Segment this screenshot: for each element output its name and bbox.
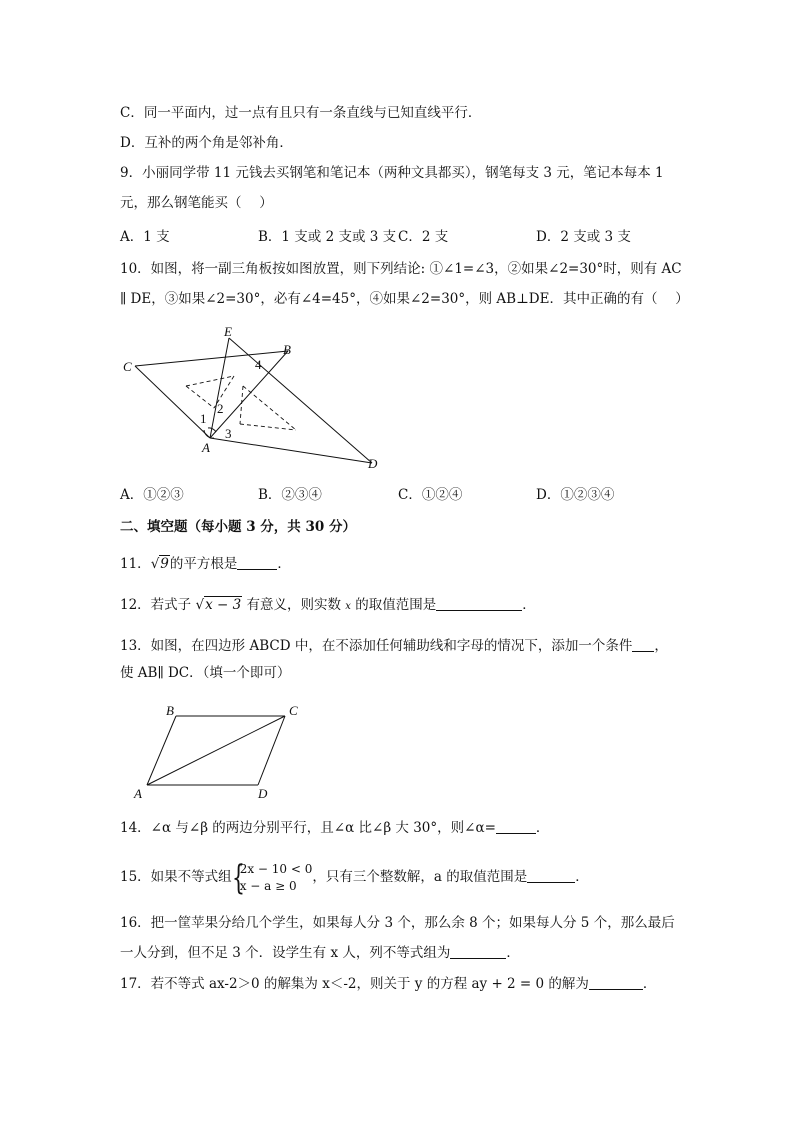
q9-option-b: B．1 支或 2 支或 3 支	[258, 229, 397, 245]
q12-radicand: x − 3	[205, 597, 242, 613]
q15-inequality-1: 2x − 10 < 0	[239, 861, 313, 876]
q8-option-c: C．同一平面内，过一点有且只有一条直线与已知直线平行．	[120, 105, 482, 121]
q11-end: ．	[277, 556, 291, 572]
q11	[120, 554, 291, 574]
q10-option-d: D．①②③④	[536, 487, 615, 503]
angle-label-2: 2	[217, 401, 224, 416]
q16-end: ．	[506, 945, 520, 961]
q10-option-b: B．②③④	[258, 487, 322, 503]
q12-answer-blank[interactable]	[436, 596, 522, 611]
q14-end: ．	[535, 820, 550, 836]
q12-var: x	[345, 601, 351, 612]
angle-label-1: 1	[200, 411, 207, 426]
section-2-title: 二、填空题（每小题 3 分，共 30 分）	[120, 519, 356, 535]
q16-answer-blank[interactable]	[450, 944, 506, 959]
q13-line-1-text: 13．如图，在四边形 ABCD 中，在不添加任何辅助线和字母的情况下，添加一个条件	[120, 638, 633, 654]
q10-option-c: C．①②④	[398, 487, 463, 503]
q9-line-2: 元，那么钢笔能买（ ）	[120, 195, 273, 211]
q17-text: 17．若不等式 ax-2＞0 的解集为 x＜-2，则关于 y 的方程 ay + 2 = 0 的解为	[120, 976, 589, 992]
q13-line-2: 使 AB∥ DC．（填一个即可）	[120, 665, 291, 681]
q17-end: ．	[642, 976, 657, 992]
label-d: D	[258, 786, 268, 800]
q9-option-d: D．2 支或 3 支	[536, 229, 631, 245]
q15	[120, 858, 589, 896]
label-b: B	[283, 342, 291, 357]
q13-line-1-end: ，	[654, 638, 668, 654]
q8-option-d: D．互补的两个角是邻补角．	[120, 135, 293, 151]
angle-label-4: 4	[255, 357, 262, 372]
label-c: C	[289, 703, 298, 718]
q12-end: ．	[522, 597, 536, 613]
label-c: C	[123, 359, 132, 374]
q13-quadrilateral-figure	[128, 700, 308, 800]
q15-pre: 15．如果不等式组	[120, 869, 232, 885]
q14-text: 14．∠α 与∠β 的两边分别平行，且∠α 比∠β 大 30°，则∠α=	[120, 820, 496, 836]
q12-post: 的取值范围是	[350, 597, 437, 613]
label-a: A	[134, 786, 142, 800]
q10-line-1: 10．如图，将一副三角板按如图放置，则下列结论: ①∠1=∠3，②如果∠2=30°时，则有 AC	[120, 261, 682, 277]
q12-pre: 12．若式子	[120, 597, 196, 613]
q13-line-1	[120, 636, 668, 656]
q16-line-2	[120, 943, 520, 963]
q12-mid: 有意义，则实数	[242, 597, 346, 613]
q15-post: ，只有三个整数解，a 的取值范围是	[312, 869, 528, 885]
q9-line-1: 9．小丽同学带 11 元钱去买钢笔和笔记本（两种文具都买），钢笔每支 3 元，笔记本每本 1	[120, 165, 664, 181]
q16-line-1: 16．把一筐苹果分给几个学生，如果每人分 3 个，那么余 8 个；如果每人分 5 个，那么最后	[120, 915, 675, 931]
q9-option-a: A．1 支	[120, 229, 170, 245]
q13-answer-blank[interactable]	[632, 637, 654, 652]
q17-answer-blank[interactable]	[589, 975, 643, 990]
q14-answer-blank[interactable]	[496, 819, 536, 834]
q11-radicand: 9	[160, 556, 169, 572]
q11-number: 11．	[120, 556, 151, 572]
q10-line-2: ∥ DE，③如果∠2=30°，必有∠4=45°，④如果∠2=30°，则 AB⊥DE．其中正确的有（ ）	[120, 291, 689, 307]
q14	[120, 818, 549, 838]
label-a: A	[202, 440, 210, 455]
q9-option-c: C．2 支	[398, 229, 449, 245]
q12-sqrt: √x − 3	[195, 597, 242, 613]
q15-inequality-2: x − a ≥ 0	[239, 878, 297, 893]
q10-triangle-figure	[110, 320, 400, 480]
q11-answer-blank[interactable]	[237, 555, 277, 570]
q15-end: ．	[575, 869, 589, 885]
label-e: E	[224, 324, 232, 339]
q10-option-a: A．①②③	[120, 487, 184, 503]
q12	[120, 595, 536, 617]
q15-answer-blank[interactable]	[527, 868, 575, 883]
label-d: D	[368, 456, 378, 471]
angle-label-3: 3	[225, 426, 232, 441]
q17	[120, 974, 656, 994]
q16-line-2-text: 一人分到，但不足 3 个．设学生有 x 人，列不等式组为	[120, 945, 451, 961]
q11-text: 的平方根是	[169, 556, 238, 572]
q11-sqrt: √9	[150, 556, 169, 572]
q15-inequality-system: { 2x − 10 < 0 x − a ≥ 0	[231, 857, 313, 898]
label-b: B	[166, 703, 174, 718]
